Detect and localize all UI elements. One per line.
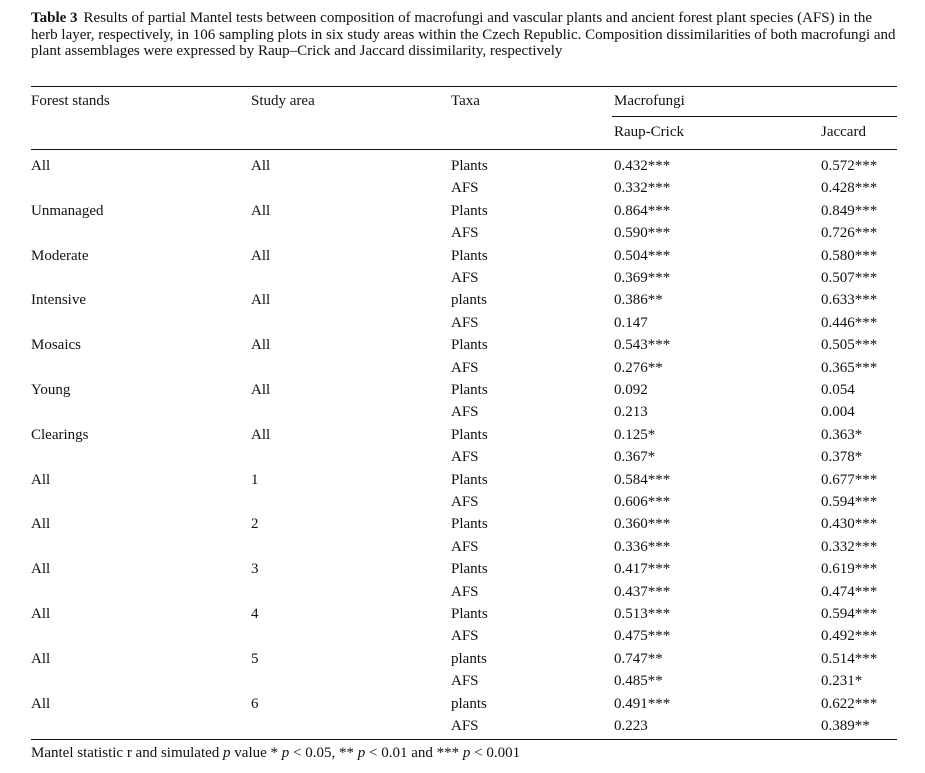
cell-forest-stand: All	[31, 561, 51, 578]
cell-jaccard: 0.594***	[821, 606, 878, 622]
cell-study-area: All	[251, 426, 271, 443]
cell-taxa: AFS	[451, 270, 479, 286]
cell-taxa: Plants	[451, 471, 488, 488]
cell-jaccard: 0.231*	[821, 673, 863, 690]
cell-taxa: Plants	[451, 158, 488, 174]
cell-raup-crick: 0.606***	[614, 494, 671, 510]
footnote-t1: < 0.05, **	[289, 745, 358, 761]
cell-jaccard: 0.677***	[821, 471, 878, 488]
header-forest-stands: Forest stands	[31, 93, 110, 109]
cell-taxa: plants	[451, 695, 487, 712]
cell-jaccard: 0.849***	[821, 202, 878, 219]
macrofungi-subrule	[612, 116, 897, 117]
cell-jaccard: 0.430***	[821, 516, 878, 533]
cell-jaccard: 0.446***	[821, 314, 878, 331]
cell-taxa: Plants	[451, 606, 488, 622]
cell-jaccard: 0.594***	[821, 494, 878, 510]
cell-raup-crick: 0.367*	[614, 449, 656, 466]
header-taxa: Taxa	[451, 93, 480, 109]
cell-raup-crick: 0.276**	[614, 359, 663, 376]
cell-taxa: AFS	[451, 628, 479, 645]
cell-jaccard: 0.332***	[821, 538, 878, 555]
cell-jaccard: 0.514***	[821, 650, 878, 667]
cell-taxa: Plants	[451, 426, 488, 443]
table-caption-text: Results of partial Mantel tests between composition of macrofungi and vascular plants and ancient forest plant species (AFS) in the herb layer, respectively, in 106 sampling plots in six study areas within the Czech Republic. Composition dissimilarities of both macrofungi and plant assemblages were expressed by Raup–Crick and Jaccard dissimilarity, respectively	[31, 10, 896, 59]
cell-forest-stand: Mosaics	[31, 337, 81, 354]
cell-forest-stand: Intensive	[31, 292, 86, 309]
cell-taxa: AFS	[451, 494, 479, 510]
cell-jaccard: 0.389**	[821, 718, 870, 734]
cell-forest-stand: All	[31, 650, 51, 667]
cell-raup-crick: 0.386**	[614, 292, 663, 309]
cell-raup-crick: 0.864***	[614, 202, 671, 219]
cell-taxa: plants	[451, 292, 487, 309]
cell-taxa: AFS	[451, 449, 479, 466]
footnote-t2: < 0.01 and ***	[365, 745, 463, 761]
header-jaccard: Jaccard	[821, 124, 866, 140]
cell-taxa: AFS	[451, 225, 479, 242]
header-raup-crick: Raup-Crick	[614, 124, 684, 140]
bottom-rule	[31, 739, 897, 740]
cell-raup-crick: 0.437***	[614, 583, 671, 600]
cell-raup-crick: 0.491***	[614, 695, 671, 712]
table-label: Table 3	[31, 10, 78, 26]
cell-jaccard: 0.507***	[821, 270, 878, 286]
cell-jaccard: 0.492***	[821, 628, 878, 645]
cell-forest-stand: Unmanaged	[31, 202, 104, 219]
cell-study-area: 5	[251, 650, 259, 667]
header-bottom-rule	[31, 149, 897, 150]
table-footnote	[31, 744, 520, 762]
cell-raup-crick: 0.475***	[614, 628, 671, 645]
cell-raup-crick: 0.504***	[614, 247, 671, 264]
footnote-p: p	[357, 745, 366, 761]
cell-raup-crick: 0.543***	[614, 337, 671, 354]
cell-jaccard: 0.580***	[821, 247, 878, 264]
top-rule	[31, 86, 897, 87]
footnote-p: p	[281, 745, 290, 761]
cell-study-area: 6	[251, 695, 259, 712]
cell-jaccard: 0.054	[821, 382, 855, 398]
cell-raup-crick: 0.513***	[614, 606, 671, 622]
cell-study-area: All	[251, 292, 271, 309]
cell-forest-stand: All	[31, 516, 51, 533]
header-study-area: Study area	[251, 93, 315, 109]
cell-raup-crick: 0.336***	[614, 538, 671, 555]
cell-raup-crick: 0.485**	[614, 673, 663, 690]
cell-study-area: All	[251, 158, 271, 174]
cell-study-area: All	[251, 337, 271, 354]
cell-jaccard: 0.633***	[821, 292, 878, 309]
footnote-value-label: value *	[230, 745, 282, 761]
footnote-prefix: Mantel statistic r and simulated	[31, 745, 224, 761]
cell-raup-crick: 0.213	[614, 404, 648, 421]
cell-study-area: All	[251, 202, 271, 219]
cell-raup-crick: 0.223	[614, 718, 648, 734]
cell-forest-stand: All	[31, 158, 51, 174]
cell-taxa: Plants	[451, 202, 488, 219]
cell-study-area: 3	[251, 561, 259, 578]
cell-taxa: AFS	[451, 718, 479, 734]
cell-forest-stand: All	[31, 471, 51, 488]
cell-taxa: Plants	[451, 382, 488, 398]
cell-study-area: 1	[251, 471, 259, 488]
cell-jaccard: 0.365***	[821, 359, 878, 376]
cell-jaccard: 0.505***	[821, 337, 878, 354]
cell-raup-crick: 0.432***	[614, 158, 671, 174]
cell-taxa: AFS	[451, 538, 479, 555]
cell-forest-stand: All	[31, 606, 51, 622]
footnote-p: p	[462, 745, 471, 761]
cell-forest-stand: Moderate	[31, 247, 89, 264]
cell-raup-crick: 0.417***	[614, 561, 671, 578]
cell-taxa: AFS	[451, 314, 479, 331]
cell-study-area: 4	[251, 606, 259, 622]
cell-jaccard: 0.622***	[821, 695, 878, 712]
cell-jaccard: 0.363*	[821, 426, 863, 443]
cell-forest-stand: All	[31, 695, 51, 712]
cell-forest-stand: Clearings	[31, 426, 89, 443]
cell-raup-crick: 0.747**	[614, 650, 663, 667]
cell-raup-crick: 0.360***	[614, 516, 671, 533]
cell-jaccard: 0.004	[821, 404, 855, 421]
cell-taxa: Plants	[451, 247, 488, 264]
cell-taxa: AFS	[451, 359, 479, 376]
cell-taxa: Plants	[451, 516, 488, 533]
header-macrofungi: Macrofungi	[614, 93, 685, 109]
cell-raup-crick: 0.590***	[614, 225, 671, 242]
cell-taxa: Plants	[451, 561, 488, 578]
cell-forest-stand: Young	[31, 382, 71, 398]
cell-raup-crick: 0.125*	[614, 426, 656, 443]
cell-taxa: plants	[451, 650, 487, 667]
footnote-t3: < 0.001	[470, 745, 521, 761]
cell-taxa: Plants	[451, 337, 488, 354]
cell-jaccard: 0.474***	[821, 583, 878, 600]
table-caption	[31, 10, 901, 60]
cell-jaccard: 0.428***	[821, 180, 878, 197]
cell-raup-crick: 0.147	[614, 314, 648, 331]
cell-raup-crick: 0.369***	[614, 270, 671, 286]
footnote-p: p	[223, 745, 231, 761]
cell-study-area: 2	[251, 516, 259, 533]
cell-taxa: AFS	[451, 180, 479, 197]
cell-taxa: AFS	[451, 673, 479, 690]
cell-jaccard: 0.378*	[821, 449, 863, 466]
cell-jaccard: 0.619***	[821, 561, 878, 578]
cell-study-area: All	[251, 247, 271, 264]
cell-taxa: AFS	[451, 583, 479, 600]
cell-raup-crick: 0.092	[614, 382, 648, 398]
cell-raup-crick: 0.584***	[614, 471, 671, 488]
cell-taxa: AFS	[451, 404, 479, 421]
cell-study-area: All	[251, 382, 271, 398]
cell-raup-crick: 0.332***	[614, 180, 671, 197]
cell-jaccard: 0.726***	[821, 225, 878, 242]
cell-jaccard: 0.572***	[821, 158, 878, 174]
